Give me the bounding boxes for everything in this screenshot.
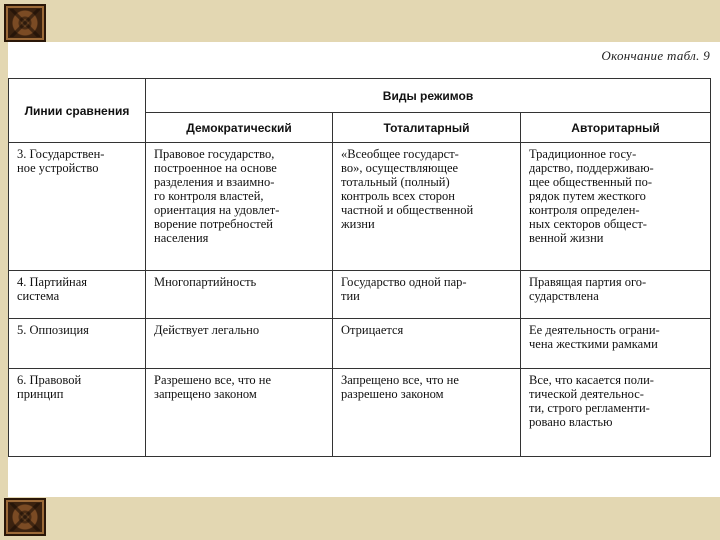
cell-authoritarian: Ее деятельность ограни- чена жесткими рамками [521,319,711,369]
cell-totalitarian: Государство одной пар- тии [333,271,521,319]
regimes-comparison-table [8,78,711,457]
cell-democratic: Правовое государство, построенное на основе разделения и взаимно- го контроля властей, ориентация на удовлет- ворение потребностей населения [146,143,333,271]
row-label: 5. Оппозиция [9,319,146,369]
cell-totalitarian: Запрещено все, что не разрешено законом [333,369,521,457]
table-caption: Окончание табл. 9 [601,48,710,63]
cell-authoritarian: Правящая партия ого- сударствлена [521,271,711,319]
header-totalitarian: Тоталитарный [333,113,521,143]
header-authoritarian: Авторитарный [521,113,711,143]
cell-democratic: Действует легально [146,319,333,369]
header-democratic: Демократический [146,113,333,143]
cell-democratic: Разрешено все, что не запрещено законом [146,369,333,457]
row-label: 6. Правовой принцип [9,369,146,457]
header-regime-types: Виды режимов [146,79,711,113]
cell-democratic: Многопартийность [146,271,333,319]
table-row [9,143,711,271]
decorative-tile-icon [4,4,46,42]
table-row [9,319,711,369]
table-header-row [9,79,711,113]
row-label: 3. Государствен- ное устройство [9,143,146,271]
cell-totalitarian: «Всеобщее государст- во», осуществляющее тотальный (полный) контроль всех сторон частной и общественной жизни [333,143,521,271]
table-row [9,369,711,457]
decorative-tile-icon [4,498,46,536]
header-comparison-lines: Линии сравнения [9,79,146,143]
cell-authoritarian: Традиционное госу- дарство, поддерживаю- щее общественный по- рядок путем жесткого контроля определен- ных секторов общест- венной жизни [521,143,711,271]
cell-totalitarian: Отрицается [333,319,521,369]
table-row [9,271,711,319]
cell-authoritarian: Все, что касается поли- тической деятельнос- ти, строго регламенти- ровано властью [521,369,711,457]
row-label: 4. Партийная система [9,271,146,319]
